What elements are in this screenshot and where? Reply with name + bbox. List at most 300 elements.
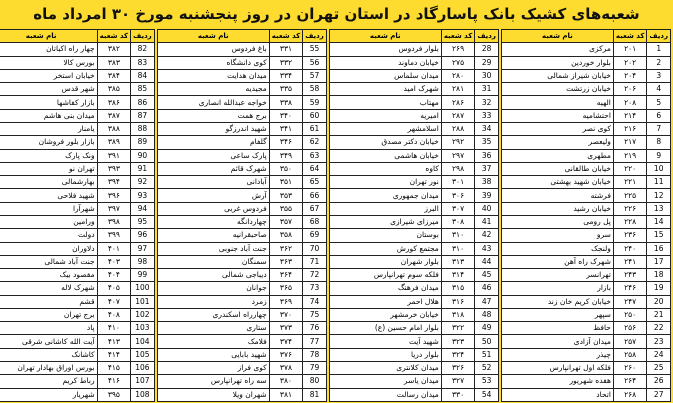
table-header	[0, 30, 154, 43]
row-number: 13	[647, 202, 671, 215]
row-number: 53	[475, 375, 499, 388]
branch-code: ۳۳۵	[269, 83, 303, 96]
branch-name: برج تهران	[0, 308, 97, 321]
table-row	[157, 255, 326, 268]
branch-name: میدان جمهوری	[329, 189, 441, 202]
branch-code: ۳۶۳	[269, 255, 303, 268]
branch-name: پاد	[0, 322, 97, 335]
branch-name: بلوار فردوس	[329, 43, 441, 56]
table-row	[501, 215, 670, 228]
table-row	[0, 109, 154, 122]
table-row	[501, 109, 670, 122]
table-row	[157, 229, 326, 242]
row-number: 2	[647, 56, 671, 69]
row-number: 39	[475, 189, 499, 202]
branch-name: میدان کلانتری	[329, 362, 441, 375]
branch-name: خیابان شیراز شمالی	[501, 69, 613, 82]
table-row	[0, 69, 154, 82]
row-number: 54	[475, 388, 499, 401]
branch-code: ۲۴۶	[613, 282, 647, 295]
row-number: 6	[647, 109, 671, 122]
branch-code: ۲۰۶	[613, 83, 647, 96]
row-number: 103	[131, 322, 155, 335]
branch-code: ۳۰۷	[441, 202, 475, 215]
branch-name: خیابان هاشمی	[329, 149, 441, 162]
branch-code: ۳۸۶	[97, 96, 131, 109]
row-number: 84	[131, 69, 155, 82]
branch-code: ۳۲۷	[441, 375, 475, 388]
branch-code: ۳۵۱	[269, 176, 303, 189]
branch-code: ۲۰۱	[613, 43, 647, 56]
branch-code: ۴۱۰	[97, 322, 131, 335]
branch-code: ۳۸۷	[97, 109, 131, 122]
table-row	[501, 375, 670, 388]
row-number: 57	[303, 69, 327, 82]
branch-name: دلاوران	[0, 242, 97, 255]
table-row	[157, 375, 326, 388]
branch-name: حافظ	[501, 322, 613, 335]
branch-code: ۴۰۳	[97, 255, 131, 268]
row-number: 88	[131, 122, 155, 135]
row-number: 34	[475, 122, 499, 135]
branch-code: ۲۸۸	[441, 122, 475, 135]
branch-code: ۴۱۶	[97, 375, 131, 388]
table-row	[329, 282, 498, 295]
header-name: نام شعبه	[329, 30, 441, 43]
branch-name: خیابان کریم خان زند	[501, 295, 613, 308]
branch-code: ۳۲۲	[441, 322, 475, 335]
branch-code: ۲۹۸	[441, 162, 475, 175]
table-row	[501, 69, 670, 82]
row-number: 66	[303, 189, 327, 202]
row-number: 45	[475, 269, 499, 282]
table-row	[329, 189, 498, 202]
branch-name: مجتمع کورش	[329, 242, 441, 255]
row-number: 25	[647, 362, 671, 375]
branch-name: پل رومی	[501, 215, 613, 228]
branch-code: ۲۹۷	[441, 149, 475, 162]
branch-code: ۳۵۸	[269, 229, 303, 242]
branch-name: میدان فرهنگ	[329, 282, 441, 295]
branch-table-1	[501, 29, 671, 402]
table-row	[0, 322, 154, 335]
table-row	[157, 96, 326, 109]
branch-code: ۳۶۴	[269, 269, 303, 282]
table-row	[501, 202, 670, 215]
table-row	[157, 202, 326, 215]
row-number: 52	[475, 362, 499, 375]
branch-name: فلکه سوم تهرانپارس	[329, 269, 441, 282]
branch-code: ۳۴۱	[269, 122, 303, 135]
row-number: 68	[303, 215, 327, 228]
branch-name: فلکه اول تهرانپارس	[501, 362, 613, 375]
branch-name: خیابان رشید	[501, 202, 613, 215]
row-number: 22	[647, 322, 671, 335]
row-number: 64	[303, 162, 327, 175]
branch-code: ۲۲۶	[613, 202, 647, 215]
branch-code: ۳۹۶	[97, 189, 131, 202]
branch-code: ۲۳۶	[613, 229, 647, 242]
table-row	[157, 295, 326, 308]
branch-code: ۳۹۷	[97, 202, 131, 215]
branch-name: نور تهران	[329, 176, 441, 189]
branch-name: بلوار شهران	[329, 255, 441, 268]
branch-code: ۲۰۲	[613, 56, 647, 69]
branch-code: ۴۱۴	[97, 348, 131, 361]
row-number: 50	[475, 335, 499, 348]
branch-code: ۳۳۴	[269, 69, 303, 82]
table-row	[329, 269, 498, 282]
branch-name: شهرک قائم	[157, 162, 269, 175]
table-row	[157, 56, 326, 69]
table-row	[329, 295, 498, 308]
branch-table-4	[0, 29, 155, 402]
page-title: شعبه‌های کشیک بانک پاسارگاد در استان تهران در روز پنجشنبه مورخ ۳۰ امرداد ماه	[33, 5, 640, 23]
table-row	[329, 149, 498, 162]
table-row	[0, 229, 154, 242]
table-row	[501, 162, 670, 175]
row-number: 48	[475, 308, 499, 321]
row-number: 15	[647, 229, 671, 242]
header-row: ردیف	[131, 30, 155, 43]
branch-name: فرشته	[501, 189, 613, 202]
branch-code: ۳۳۱	[269, 43, 303, 56]
row-number: 74	[303, 295, 327, 308]
branch-code: ۳۴۹	[269, 149, 303, 162]
tables-area	[2, 29, 671, 402]
branch-code: ۳۷۰	[269, 308, 303, 321]
branch-name: باغ فردوس	[157, 43, 269, 56]
table-row	[157, 348, 326, 361]
branch-code: ۳۶۲	[269, 242, 303, 255]
row-number: 19	[647, 282, 671, 295]
branch-code: ۴۰۵	[97, 282, 131, 295]
branch-name: آبادانی	[157, 176, 269, 189]
header-code: کد شعبه	[97, 30, 131, 43]
table-row	[0, 122, 154, 135]
row-number: 21	[647, 308, 671, 321]
branch-name: الهیه	[501, 96, 613, 109]
branch-name: بورس اوراق بهادار تهران	[0, 362, 97, 375]
table-row	[501, 149, 670, 162]
row-number: 14	[647, 215, 671, 228]
branch-code: ۴۱۵	[97, 362, 131, 375]
table-row	[501, 96, 670, 109]
branch-code: ۲۵۰	[613, 308, 647, 321]
table-row	[0, 295, 154, 308]
row-number: 69	[303, 229, 327, 242]
table-row	[501, 229, 670, 242]
table-row	[329, 362, 498, 375]
branch-name: شهید آیت	[329, 335, 441, 348]
row-number: 100	[131, 282, 155, 295]
branch-code: ۳۵۷	[269, 215, 303, 228]
branch-code: ۳۴۰	[269, 109, 303, 122]
branch-name: چهار راه اکباتان	[0, 43, 97, 56]
header-name: نام شعبه	[0, 30, 97, 43]
branch-name: خیابان زرتشت	[501, 83, 613, 96]
branch-code: ۲۶۰	[613, 362, 647, 375]
row-number: 23	[647, 335, 671, 348]
row-number: 24	[647, 348, 671, 361]
branch-code: ۳۶۹	[269, 295, 303, 308]
table-row	[0, 149, 154, 162]
branch-name: مهتاب	[329, 96, 441, 109]
branch-name: احتشامیه	[501, 109, 613, 122]
branch-name: میدان رسالت	[329, 388, 441, 401]
branch-code: ۳۰۶	[441, 189, 475, 202]
header-row: ردیف	[303, 30, 327, 43]
table-row	[157, 388, 326, 401]
branch-code: ۳۹۹	[97, 229, 131, 242]
row-number: 36	[475, 149, 499, 162]
table-row	[0, 388, 154, 401]
row-number: 98	[131, 255, 155, 268]
branch-code: ۳۱۶	[441, 295, 475, 308]
branch-code: ۳۸۴	[97, 69, 131, 82]
branch-name: میدان یاسر	[329, 375, 441, 388]
table-row	[501, 335, 670, 348]
table-row	[329, 348, 498, 361]
row-number: 107	[131, 375, 155, 388]
row-number: 59	[303, 96, 327, 109]
table-row	[329, 96, 498, 109]
branch-name: سمنگان	[157, 255, 269, 268]
row-number: 42	[475, 229, 499, 242]
table-row	[157, 69, 326, 82]
branch-name: خیابان شهید بهشتی	[501, 176, 613, 189]
header-name: نام شعبه	[157, 30, 269, 43]
branch-name: بازار	[501, 282, 613, 295]
row-number: 10	[647, 162, 671, 175]
row-number: 29	[475, 56, 499, 69]
row-number: 93	[131, 189, 155, 202]
branch-code: ۳۴۶	[269, 136, 303, 149]
branch-code: ۲۱۶	[613, 122, 647, 135]
table-row	[0, 202, 154, 215]
row-number: 44	[475, 255, 499, 268]
branch-code: ۳۶۵	[269, 282, 303, 295]
branch-code: ۳۲۴	[441, 348, 475, 361]
branch-code: ۲۴۷	[613, 295, 647, 308]
branch-name: البرز	[329, 202, 441, 215]
branch-name: خیابان طالقانی	[501, 162, 613, 175]
branch-table-2	[329, 29, 499, 402]
row-number: 94	[131, 202, 155, 215]
table-row	[157, 122, 326, 135]
row-number: 96	[131, 229, 155, 242]
branch-name: اتحاد	[501, 388, 613, 401]
row-number: 104	[131, 335, 155, 348]
branch-name: فردوس غربی	[157, 202, 269, 215]
branch-code: ۳۸۱	[269, 388, 303, 401]
table-row	[329, 83, 498, 96]
branch-code: ۳۱۰	[441, 229, 475, 242]
branch-name: فلامک	[157, 335, 269, 348]
branch-name: مرکزی	[501, 43, 613, 56]
branch-code: ۴۰۴	[97, 269, 131, 282]
branch-name: یامنار	[0, 122, 97, 135]
table-row	[329, 375, 498, 388]
branch-name: شهید اندرزگو	[157, 122, 269, 135]
table-row	[329, 202, 498, 215]
table-row	[0, 308, 154, 321]
table-row	[157, 362, 326, 375]
branch-code: ۳۸۸	[97, 122, 131, 135]
table-row	[501, 362, 670, 375]
table-header	[157, 30, 326, 43]
table-row	[329, 69, 498, 82]
branch-code: ۲۱۹	[613, 149, 647, 162]
branch-code: ۲۰۸	[613, 96, 647, 109]
row-number: 20	[647, 295, 671, 308]
branch-code: ۴۰۸	[97, 308, 131, 321]
row-number: 67	[303, 202, 327, 215]
table-row	[329, 335, 498, 348]
branch-name: بلوار دریا	[329, 348, 441, 361]
table-row	[157, 308, 326, 321]
row-number: 46	[475, 282, 499, 295]
row-number: 7	[647, 122, 671, 135]
table-row	[157, 149, 326, 162]
table-row	[329, 388, 498, 401]
branch-name: بوستان	[329, 229, 441, 242]
branch-name: سرو	[501, 229, 613, 242]
row-number: 5	[647, 96, 671, 109]
row-number: 82	[131, 43, 155, 56]
branch-name: شهرک امید	[329, 83, 441, 96]
branch-name: چهارراه اسکندری	[157, 308, 269, 321]
table-row	[0, 348, 154, 361]
row-number: 91	[131, 162, 155, 175]
branch-name: شهرآرا	[0, 202, 97, 215]
branch-name: شهرک راه آهن	[501, 255, 613, 268]
branch-name: بازار بلور فروشان	[0, 136, 97, 149]
branch-code: ۲۶۹	[441, 43, 475, 56]
table-row	[0, 162, 154, 175]
row-number: 1	[647, 43, 671, 56]
branch-name: اسلامشهر	[329, 122, 441, 135]
branch-code: ۳۱۸	[441, 308, 475, 321]
table-header	[329, 30, 498, 43]
header-code: کد شعبه	[269, 30, 303, 43]
table-row	[0, 269, 154, 282]
branch-name: مجیدیه	[157, 83, 269, 96]
branch-table-3	[157, 29, 327, 402]
table-row	[0, 176, 154, 189]
table-row	[501, 308, 670, 321]
branch-code: ۲۲۰	[613, 162, 647, 175]
branch-name: شهران ویلا	[157, 388, 269, 401]
branch-code: ۳۵۵	[269, 202, 303, 215]
branch-code: ۳۰۸	[441, 215, 475, 228]
branch-name: بهارشمالی	[0, 176, 97, 189]
table-row	[0, 215, 154, 228]
branch-name: ورامین	[0, 215, 97, 228]
row-number: 4	[647, 83, 671, 96]
table-row	[501, 282, 670, 295]
table-row	[501, 56, 670, 69]
branch-name: چیذر	[501, 348, 613, 361]
row-number: 51	[475, 348, 499, 361]
branch-code: ۲۲۵	[613, 189, 647, 202]
row-number: 28	[475, 43, 499, 56]
row-number: 18	[647, 269, 671, 282]
table-row	[501, 122, 670, 135]
branch-code: ۲۱۷	[613, 136, 647, 149]
branch-name: شهریار	[0, 388, 97, 401]
row-number: 92	[131, 176, 155, 189]
branch-code: ۲۸۱	[441, 83, 475, 96]
row-number: 72	[303, 269, 327, 282]
row-number: 85	[131, 83, 155, 96]
header-row: ردیف	[475, 30, 499, 43]
branch-name: مطهری	[501, 149, 613, 162]
branch-code: ۳۳۰	[441, 388, 475, 401]
branch-code: ۳۹۸	[97, 215, 131, 228]
row-number: 75	[303, 308, 327, 321]
table-row	[157, 189, 326, 202]
branch-name: خیابان دماوند	[329, 56, 441, 69]
row-number: 27	[647, 388, 671, 401]
branch-code: ۲۲۱	[613, 176, 647, 189]
branch-name: بلوار خوردین	[501, 56, 613, 69]
row-number: 41	[475, 215, 499, 228]
branch-name: خیابان استخر	[0, 69, 97, 82]
row-number: 35	[475, 136, 499, 149]
row-number: 80	[303, 375, 327, 388]
branch-code: ۳۹۳	[97, 162, 131, 175]
branch-name: خیابان خرمشهر	[329, 308, 441, 321]
branch-code: ۴۰۷	[97, 295, 131, 308]
table-row	[157, 322, 326, 335]
table-row	[0, 375, 154, 388]
branch-name: آیت الله کاشانی شرقی	[0, 335, 97, 348]
branch-name: میدان سلماس	[329, 69, 441, 82]
row-number: 43	[475, 242, 499, 255]
table-row	[329, 242, 498, 255]
row-number: 62	[303, 136, 327, 149]
branch-code: ۴۱۳	[97, 335, 131, 348]
branch-name: قشم	[0, 295, 97, 308]
table-row	[501, 43, 670, 56]
table-row	[501, 136, 670, 149]
table-row	[329, 162, 498, 175]
branch-code: ۲۸۶	[441, 96, 475, 109]
table-row	[329, 176, 498, 189]
branch-code: ۳۷۸	[269, 362, 303, 375]
branch-name: کوی نصر	[501, 122, 613, 135]
table-row	[329, 322, 498, 335]
table-row	[157, 136, 326, 149]
branch-code: ۳۵۰	[269, 162, 303, 175]
branch-code: ۳۷۴	[269, 335, 303, 348]
table-row	[0, 56, 154, 69]
branch-code: ۳۹۱	[97, 149, 131, 162]
branch-code: ۲۸۰	[441, 69, 475, 82]
branch-name: هفده شهریور	[501, 375, 613, 388]
table-row	[329, 255, 498, 268]
row-number: 55	[303, 43, 327, 56]
table-row	[0, 96, 154, 109]
table-row	[501, 348, 670, 361]
branch-name: امیریه	[329, 109, 441, 122]
table-row	[157, 109, 326, 122]
branch-name: کاوه	[329, 162, 441, 175]
row-number: 30	[475, 69, 499, 82]
branch-code: ۳۹۵	[97, 388, 131, 401]
row-number: 56	[303, 56, 327, 69]
